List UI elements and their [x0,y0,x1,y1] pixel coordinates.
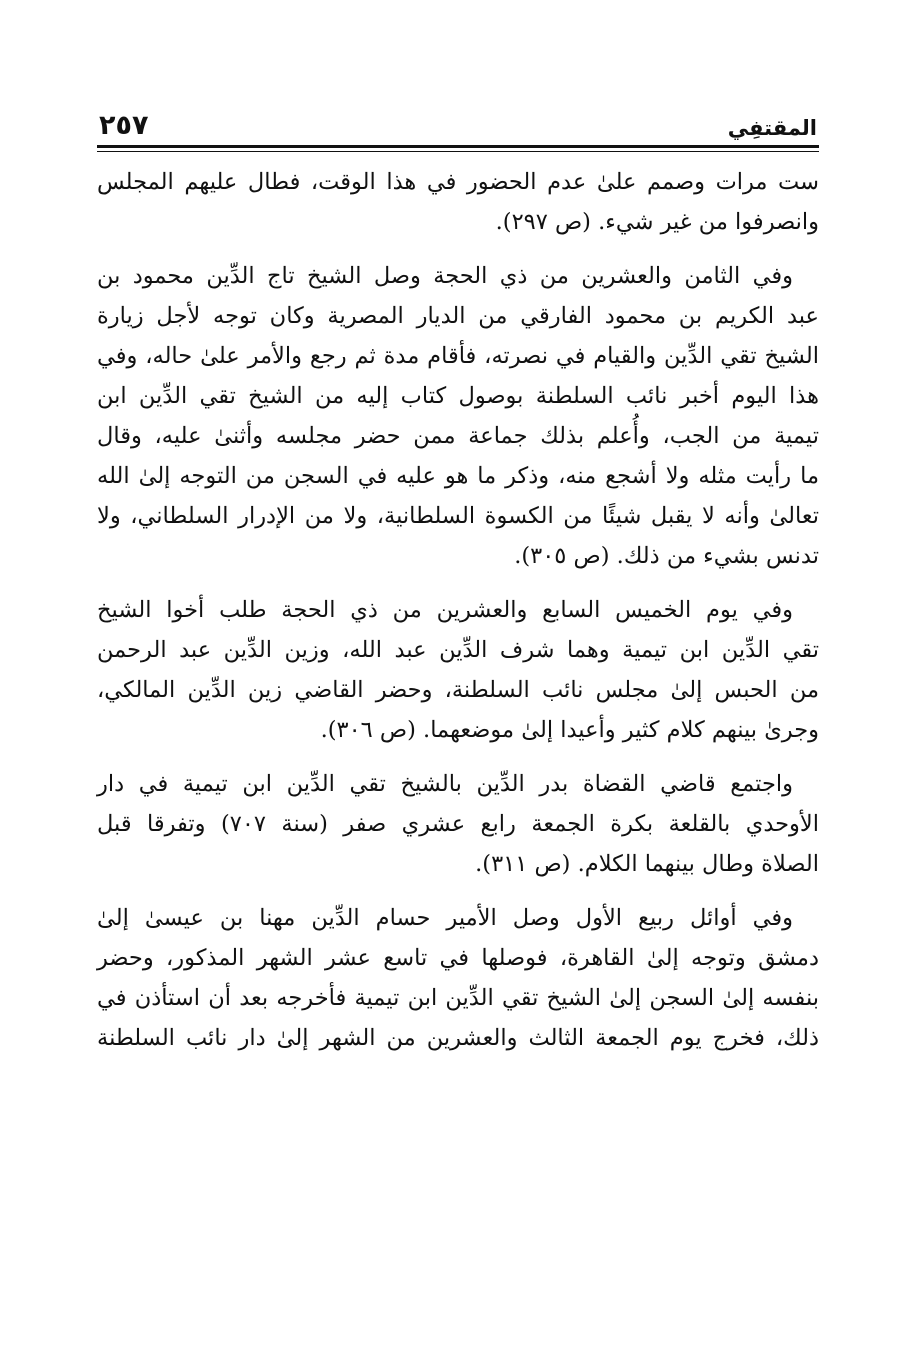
text-line: تقي الدِّين ابن تيمية وهما شرف الدِّين عبد الله، وزين الدِّين عبد الرحمن [97,637,819,663]
text-line: تدنس بشيء من ذلك. (ص ٣٠٥). [514,543,819,569]
paragraph-5 [97,898,819,1058]
text-line: ست مرات وصمم علىٰ عدم الحضور في هذا الوقت، فطال عليهم المجلس [97,169,819,195]
paragraph-gap [97,884,819,898]
text-line: وجرىٰ بينهم كلام كثير وأعيدا إلىٰ موضعهما. (ص ٣٠٦). [320,717,819,743]
running-title: المقتفِي [727,116,817,140]
text-line: الشيخ تقي الدِّين والقيام في نصرته، فأقام مدة ثم رجع والأمر علىٰ حاله، وفي [97,343,819,369]
text-line: من الحبس إلىٰ مجلس نائب السلطنة، وحضر القاضي زين الدِّين المالكي، [97,677,819,703]
page-number: ٢٥٧ [99,110,149,141]
text-line: بنفسه إلىٰ السجن إلىٰ الشيخ تقي الدِّين ابن تيمية فأخرجه بعد أن استأذن في [97,985,819,1011]
paragraph-gap [97,576,819,590]
text-line: تعالىٰ وأنه لا يقبل شيئًا من الكسوة السلطانية، ولا من الإدرار السلطاني، ولا [97,503,819,529]
header-rule-thin [97,151,819,152]
text-line: هذا اليوم أخبر نائب السلطنة بوصول كتاب إليه من الشيخ تقي الدِّين ابن [97,383,819,409]
text-line: الأوحدي بالقلعة بكرة الجمعة رابع عشري صفر (سنة ٧٠٧) وتفرقا قبل [97,811,819,837]
text-line: وفي أوائل ربيع الأول وصل الأمير حسام الدِّين مهنا بن عيسىٰ إلىٰ [97,905,793,931]
body-text [97,162,819,1058]
paragraph-3 [97,590,819,750]
text-line: تيمية من الجب، وأُعلم بذلك جماعة ممن حضر مجلسه وأثنىٰ عليه، وقال [97,423,819,449]
text-line: ذلك، فخرج يوم الجمعة الثالث والعشرين من الشهر إلىٰ دار نائب السلطنة [97,1025,819,1051]
paragraph-2 [97,256,819,576]
book-page [97,108,819,1058]
header-rule-thick [97,145,819,148]
text-line: ما رأيت مثله ولا أشجع منه، وذكر ما هو عليه في السجن من التوجه إلىٰ الله [97,463,819,489]
text-line: الصلاة وطال بينهما الكلام. (ص ٣١١). [475,851,819,877]
text-line: عبد الكريم بن محمود الفارقي من الديار المصرية وكان توجه لأجل زيارة [97,303,819,329]
paragraph-gap [97,242,819,256]
paragraph-gap [97,750,819,764]
paragraph-4 [97,764,819,884]
text-line: وفي يوم الخميس السابع والعشرين من ذي الحجة طلب أخوا الشيخ [97,597,793,623]
text-line: دمشق وتوجه إلىٰ القاهرة، فوصلها في تاسع عشر الشهر المذكور، وحضر [97,945,819,971]
paragraph-1 [97,162,819,242]
text-line: وانصرفوا من غير شيء. (ص ٢٩٧). [495,209,819,235]
text-line: واجتمع قاضي القضاة بدر الدِّين بالشيخ تقي الدِّين ابن تيمية في دار [97,771,793,797]
text-line: وفي الثامن والعشرين من ذي الحجة وصل الشيخ تاج الدِّين محمود بن [97,263,793,289]
page-header [97,108,819,142]
